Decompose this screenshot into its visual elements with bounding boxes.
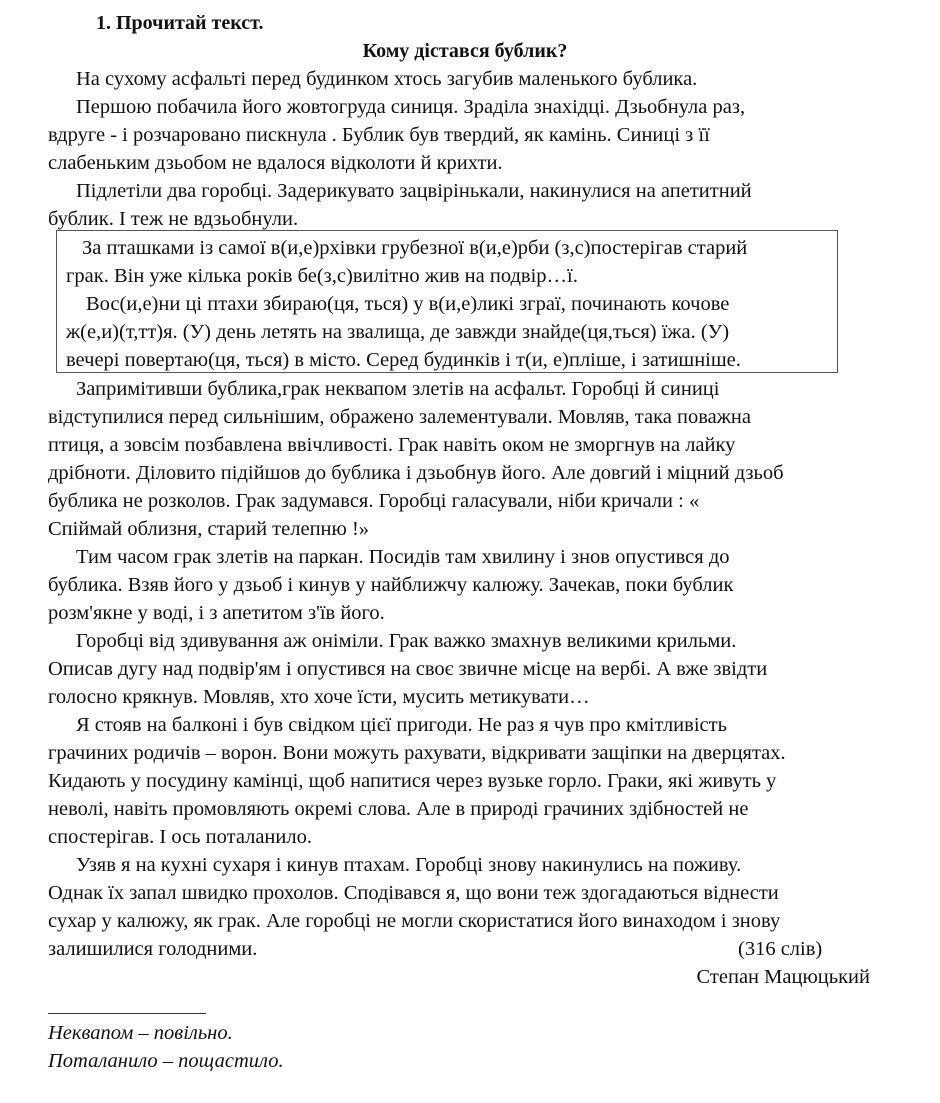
text-line: вдруге - і розчаровано пискнула . Бублик був твердий, як камінь. Синиці з її — [48, 124, 710, 146]
text-line: спостерігав. І ось поталанило. — [48, 826, 312, 848]
text-line: бублика. Взяв його у дзьоб і кинув у найближчу калюжу. Зачекав, поки бублик — [48, 574, 734, 596]
exercise-line: ж(е,и)(т,тт)я. (У) день летять на звалища, де завжди знайде(ця,ться) їжа. (У) — [66, 321, 730, 343]
text-line: голосно крякнув. Мовляв, хто хоче їсти, мусить метикувати… — [48, 686, 590, 708]
text-line: бублика не розколов. Грак задумався. Горобці галасували, ніби кричали : « — [48, 490, 700, 512]
text-line: Запримітивши бублика,грак неквапом злетів на асфальт. Горобці й синиці — [76, 378, 720, 400]
text-line: сухар у калюжу, як грак. Але горобці не могли скористатися його винаходом і знову — [48, 910, 781, 932]
text-line: Я стояв на балконі і був свідком цієї пригоди. Не раз я чув про кмітливість — [76, 714, 727, 736]
exercise-line: За пташками із самої в(и,е)рхівки грубезної в(и,е)рби (з,с)постерігав старий — [82, 237, 748, 259]
word-count: (316 слів) — [738, 938, 823, 960]
footnote-divider — [48, 1013, 206, 1014]
exercise-line: вечері повертаю(ця, ться) в місто. Серед будинків і т(и, е)пліше, і затишніше. — [66, 349, 741, 371]
text-line: Описав дугу над подвір'ям і опустився на своє звичне місце на вербі. А вже звідти — [48, 658, 768, 680]
text-line: Однак їх запал швидко прохолов. Сподівався я, що вони теж здогадаються віднести — [48, 882, 779, 904]
exercise-line: Вос(и,е)ни ці птахи збираю(ця, ться) у в(и,е)ликі зграї, починають кочове — [86, 293, 730, 315]
text-line: бублик. І теж не вдзьобнули. — [48, 208, 299, 230]
text-line: неволі, навіть промовляють окремі слова. Але в природі грачиних здібностей не — [48, 798, 749, 820]
text-line: Першою побачила його жовтогруда синиця. Зраділа знахідці. Дзьобнула раз, — [76, 96, 746, 118]
text-line: слабеньким дзьобом не вдалося відколоти й крихти. — [48, 152, 503, 174]
text-line: птиця, а зовсім позбавлена ввічливості. Грак навіть оком не зморгнув на лайку — [48, 434, 736, 456]
text-line: грачиних родичів – ворон. Вони можуть рахувати, відкривати защіпки на дверцятах. — [48, 742, 786, 764]
story-title: Кому дістався бублик? — [362, 40, 568, 62]
text-line: відступилися перед сильнішим, ображено залементували. Мовляв, така поважна — [48, 406, 751, 428]
footnote-gloss: Поталанило – пощастило. — [48, 1050, 284, 1072]
text-line: Узяв я на кухні сухаря і кинув птахам. Горобці знову накинулись на поживу. — [76, 854, 742, 876]
text-line: розм'якне у воді, і з апетитом з'їв його. — [48, 602, 385, 624]
text-line: Горобці від здивування аж оніміли. Грак важко змахнув великими крильми. — [76, 630, 737, 652]
text-line: Спіймай облизня, старий телепню !» — [48, 518, 370, 540]
text-line: На сухому асфальті перед будинком хтось загубив маленького бублика. — [76, 68, 698, 90]
text-line: залишилися голодними. — [48, 938, 258, 960]
text-line: Кидають у посудину камінці, щоб напитися через вузьке горло. Граки, які живуть у — [48, 770, 777, 792]
text-line: дрібноти. Діловито підійшов до бублика і дзьобнув його. Але довгий і міцний дзьоб — [48, 462, 784, 484]
text-line: Підлетіли два горобці. Задерикувато зацвірінькали, накинулися на апетитний — [76, 180, 752, 202]
exercise-line: грак. Він уже кілька років бе(з,с)вилітно жив на подвір…ї. — [66, 265, 578, 287]
text-line: Тим часом грак злетів на паркан. Посидів там хвилину і знов опустився до — [76, 546, 730, 568]
task-heading: 1. Прочитай текст. — [96, 12, 264, 34]
footnote-gloss: Неквапом – повільно. — [48, 1022, 233, 1044]
author-name: Степан Мацюцький — [696, 966, 870, 988]
